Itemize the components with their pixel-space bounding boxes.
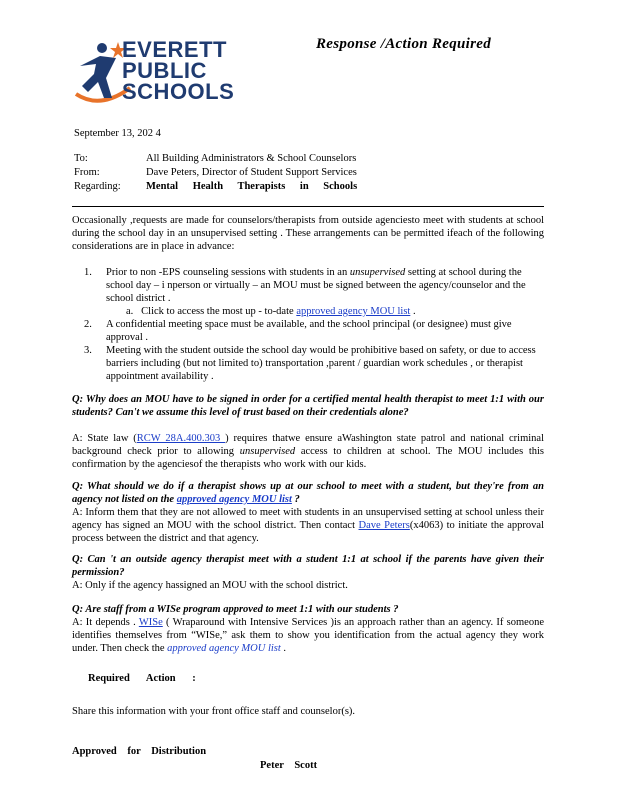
faq-answer-1: A: State law (RCW 28A.400.303 ) requires thatwe ensure aWashington state patrol and national criminal background check prior to allowing unsupervised access to children at school. The MOU includes this confirmation by the agenciesof the therapists who work with our kids. [72,433,545,470]
memo-date: September 13, 202 4 [74,128,161,139]
sub-item-a: a. Click to access the most up - to-date approved agency MOU list . [126,306,416,317]
intro-paragraph: Occasionally ,requests are made for counselors/therapists from outside agenciesto meet with students at school during the school day in an unsupervised setting . These arrangements can be permitted ifeach of the following considerations are in place in advance: [72,215,544,252]
approved-agency-mou-list-link[interactable]: approved agency MOU list [296,306,411,317]
approved-for-distribution-label: Approved for Distribution [72,746,207,757]
regarding-label: Regarding: [74,181,121,192]
faq-question-1: Q: Why does an MOU have to be signed in order for a certified mental health therapist to meet 1:1 with our students? Can't we assume this level of trust based on their credentials alone? [72,394,544,418]
faq-answer-2: A: Inform them that they are not allowed to meet with students in an unsupervised setting at school unless their agency has signed an MOU with the school district. Then contact Dave Peters(x4063) to initiate the approval process between the district and that agency. [72,507,544,544]
faq-answer-4: A: It depends . WISe ( Wraparound with Intensive Services )is an approach rather than an agency. If someone identifies themselves from “WISe,” ask them to show you identification from the actual agency they work under. Then check the approved agency MOU list . [72,617,544,654]
faq-question-3: Q: Can 't an outside agency therapist meet with a student 1:1 at school if the parents have given their permission? [72,554,544,578]
dave-peters-link[interactable]: Dave Peters [358,520,410,531]
list-item-2: 2. A confidential meeting space must be available, and the school principal (or designee) must give approval . [84,319,512,343]
rcw-link[interactable]: RCW 28A.400.303 [136,433,226,444]
district-logo [72,36,252,116]
list-item-3: 3. Meeting with the student outside the school day would be prohibitive based on safety, or due to access barriers including (but not limited to) transportation ,parent / guardian work schedules , or therapist appointment availability . [84,345,536,382]
approved-agency-mou-list-link-3[interactable]: approved agency MOU list [167,643,281,654]
header-divider [72,206,544,207]
faq-answer-3: A: Only if the agency hassigned an MOU with the school district. [72,580,348,591]
from-value: Dave Peters, Director of Student Support Services [146,167,357,178]
required-action-text: Share this information with your front office staff and counselor(s). [72,706,356,717]
approved-agency-mou-list-link-2[interactable]: approved agency MOU list [176,494,292,505]
regarding-value: Mental Health Therapists in Schools [146,181,358,192]
faq-question-4: Q: Are staff from a WISe program approved to meet 1:1 with our students ? [72,604,399,615]
required-action-label: Required Action : [88,673,196,684]
wise-link[interactable]: WISe [138,617,163,628]
to-label: To: [74,153,88,164]
action-required-header: Response /Action Required [316,36,492,52]
list-item-1: 1. Prior to non -EPS counseling sessions with students in an unsupervised setting at school during the school day – i nperson or virtually – an MOU must be signed between the agency/counselor and the school district . [84,267,526,304]
approver-name: Peter Scott [260,760,318,771]
faq-question-2: Q: What should we do if a therapist shows up at our school to meet with a student, but they're from an agency not listed on the approved agency MOU list ? [72,481,544,505]
from-label: From: [74,167,100,178]
logo-wordmark: EVERETT PUBLIC SCHOOLS [122,37,235,104]
to-value: All Building Administrators & School Counselors [146,153,357,164]
